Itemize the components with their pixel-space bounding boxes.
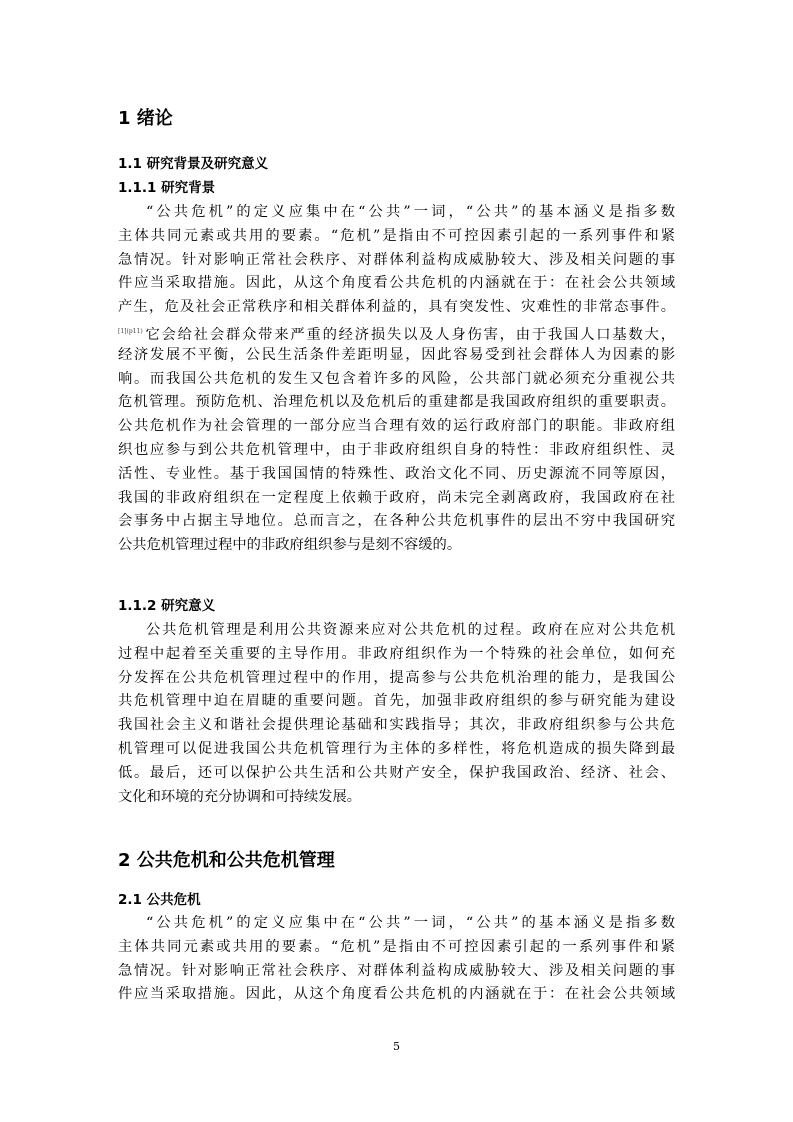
paragraph-line: 急情况。针对影响正常社会秩序、对群体利益构成威胁较大、涉及相关问题的事 [118, 251, 675, 268]
public-crisis-paragraph [118, 912, 675, 1007]
paragraph-line: 主体共同元素或共用的要素。“危机”是指由不可控因素引起的一系列事件和紧 [118, 227, 675, 244]
paragraph-line: 危机管理。预防危机、治理危机以及危机后的重建都是我国政府组织的重要职责。 [118, 394, 675, 411]
paragraph-line: 件应当采取措施。因此，从这个角度看公共危机的内涵就在于：在社会公共领域 [118, 275, 675, 292]
paragraph-line: 急情况。针对影响正常社会秩序、对群体利益构成威胁较大、涉及相关问题的事 [118, 962, 675, 979]
paragraph-line: 公共危机管理过程中的非政府组织参与是刻不容缓的。 [118, 537, 462, 554]
paragraph-line: 件应当采取措施。因此，从这个角度看公共危机的内涵就在于：在社会公共领域 [118, 986, 675, 1003]
paragraph-line: 机管理可以促进我国公共危机管理行为主体的多样性，将危机造成的损失降到最 [118, 740, 675, 757]
paragraph-line: 活性、专业性。基于我国国情的特殊性、政治文化不同、历史源流不同等原因， [118, 465, 675, 482]
citation-mark: [1](p11) [118, 327, 143, 335]
significance-paragraph [118, 619, 675, 809]
paragraph-line: 文化和环境的充分协调和可持续发展。 [118, 788, 362, 805]
section-1-1-1-heading: 1.1.1 研究背景 [118, 180, 216, 196]
paragraph-line: 响。而我国公共危机的发生又包含着许多的风险，公共部门就必须充分重视公共 [118, 370, 675, 387]
paragraph-line: 我国社会主义和谐社会提供理论基础和实践指导；其次，非政府组织参与公共危 [118, 717, 675, 734]
paragraph-line: 会事务中占据主导地位。总而言之，在各种公共危机事件的层出不穷中我国研究 [118, 513, 675, 530]
paragraph-line: 织也应参与到公共危机管理中，由于非政府组织自身的特性：非政府组织性、灵 [118, 441, 675, 458]
paragraph-line: 主体共同元素或共用的要素。“危机”是指由不可控因素引起的一系列事件和紧 [118, 938, 675, 955]
paragraph-line: 共危机管理中迫在眉睫的重要问题。首先，加强非政府组织的参与研究能为建设 [118, 693, 675, 710]
paragraph-line: 我国的非政府组织在一定程度上依赖于政府，尚未完全剥离政府，我国政府在社 [118, 489, 675, 506]
paragraph-line: 分发挥在公共危机管理过程中的作用，提高参与公共危机治理的能力，是我国公 [118, 669, 675, 686]
paragraph-line: 低。最后，还可以保护公共生活和公共财产安全，保护我国政治、经济、社会、 [118, 764, 675, 781]
background-paragraph [118, 201, 675, 558]
section-1-1-heading: 1.1 研究背景及研究意义 [118, 156, 269, 172]
paragraph-line: “公共危机”的定义应集中在“公共”一词，“公共”的基本涵义是指多数 [146, 204, 675, 220]
paragraph-line: “公共危机”的定义应集中在“公共”一词，“公共”的基本涵义是指多数 [146, 915, 675, 931]
page-number: 5 [393, 1040, 400, 1053]
paragraph-line: 产生，危及社会正常秩序和相关群体利益的，具有突发性、灾难性的非常态事件。 [118, 299, 675, 316]
paragraph-line: 公共危机管理是利用公共资源来应对公共危机的过程。政府在应对公共危机 [146, 622, 675, 638]
section-2-1-heading: 2.1 公共危机 [118, 892, 201, 908]
chapter-2-title: 2 公共危机和公共危机管理 [118, 850, 335, 871]
paragraph-line: 公共危机作为社会管理的一部分应当合理有效的运行政府部门的职能。非政府组 [118, 418, 675, 435]
section-1-1-2-heading: 1.1.2 研究意义 [118, 598, 216, 614]
paragraph-line: 经济发展不平衡，公民生活条件差距明显，因此容易受到社会群体人为因素的影 [118, 346, 675, 363]
paragraph-line-with-citation [118, 320, 675, 344]
paragraph-line: 过程中起着至关重要的主导作用。非政府组织作为一个特殊的社会单位，如何充 [118, 645, 675, 662]
chapter-1-title: 1 绪论 [118, 108, 173, 129]
paragraph-line-text: 它会给社会群众带来严重的经济损失以及人身伤害，由于我国人口基数大， [143, 326, 675, 343]
